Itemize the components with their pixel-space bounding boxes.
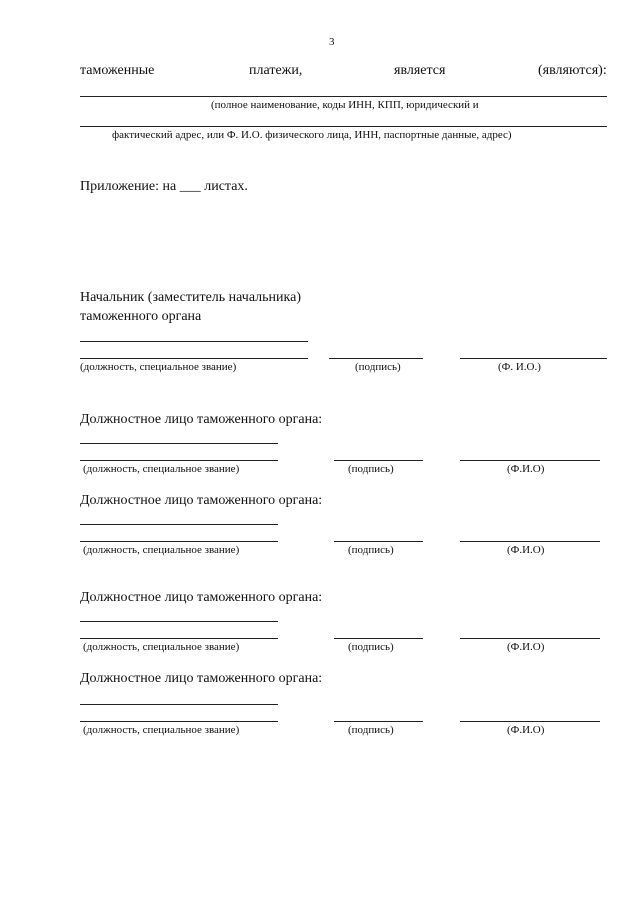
word-yavlyayutsya: (являются): — [538, 63, 607, 78]
official-position-line-1 — [80, 704, 278, 705]
official-label-position: (должность, специальное звание) — [83, 463, 240, 475]
official-signature-line — [334, 638, 423, 639]
official-title: Должностное лицо таможенного органа: — [80, 671, 323, 686]
official-name-line — [460, 638, 600, 639]
word-yavlyaetsya: является — [394, 63, 446, 78]
official-position-line-2 — [80, 721, 278, 722]
chief-label-signature: (подпись) — [355, 361, 401, 373]
official-label-position: (должность, специальное звание) — [83, 544, 240, 556]
official-name-line — [460, 460, 600, 461]
payer-line-1 — [80, 96, 607, 97]
chief-name-line — [460, 358, 607, 359]
chief-position-line-1 — [80, 341, 308, 342]
official-signature-line — [334, 541, 423, 542]
official-position-line-2 — [80, 460, 278, 461]
official-position-line-2 — [80, 541, 278, 542]
official-title: Должностное лицо таможенного органа: — [80, 412, 323, 427]
chief-title-line1: Начальник (заместитель начальника) — [80, 290, 301, 305]
official-position-line-1 — [80, 443, 278, 444]
official-label-name: (Ф.И.О) — [507, 463, 545, 475]
payer-hint-1: (полное наименование, коды ИНН, КПП, юридический и — [211, 99, 479, 111]
chief-label-name: (Ф. И.О.) — [498, 361, 541, 373]
page-number: 3 — [329, 36, 335, 48]
official-label-position: (должность, специальное звание) — [83, 724, 240, 736]
official-name-line — [460, 721, 600, 722]
chief-signature-line — [329, 358, 423, 359]
chief-title-line2: таможенного органа — [80, 309, 202, 324]
official-label-signature: (подпись) — [348, 641, 394, 653]
official-label-signature: (подпись) — [348, 463, 394, 475]
official-label-signature: (подпись) — [348, 724, 394, 736]
official-label-name: (Ф.И.О) — [507, 724, 545, 736]
official-label-name: (Ф.И.О) — [507, 544, 545, 556]
official-signature-line — [334, 721, 423, 722]
chief-label-position: (должность, специальное звание) — [80, 361, 237, 373]
official-label-name: (Ф.И.О) — [507, 641, 545, 653]
word-platezhi: платежи, — [249, 63, 303, 78]
payer-hint-2: фактический адрес, или Ф. И.О. физического лица, ИНН, паспортные данные, адрес) — [112, 129, 512, 141]
official-title: Должностное лицо таможенного органа: — [80, 590, 323, 605]
official-position-line-1 — [80, 621, 278, 622]
official-title: Должностное лицо таможенного органа: — [80, 493, 323, 508]
official-name-line — [460, 541, 600, 542]
payer-line-2 — [80, 126, 607, 127]
official-signature-line — [334, 460, 423, 461]
official-position-line-2 — [80, 638, 278, 639]
word-tamozhennye: таможенные — [80, 63, 155, 78]
official-position-line-1 — [80, 524, 278, 525]
official-label-signature: (подпись) — [348, 544, 394, 556]
chief-position-line-2 — [80, 358, 308, 359]
official-label-position: (должность, специальное звание) — [83, 641, 240, 653]
attachment-text: Приложение: на ___ листах. — [80, 179, 248, 194]
